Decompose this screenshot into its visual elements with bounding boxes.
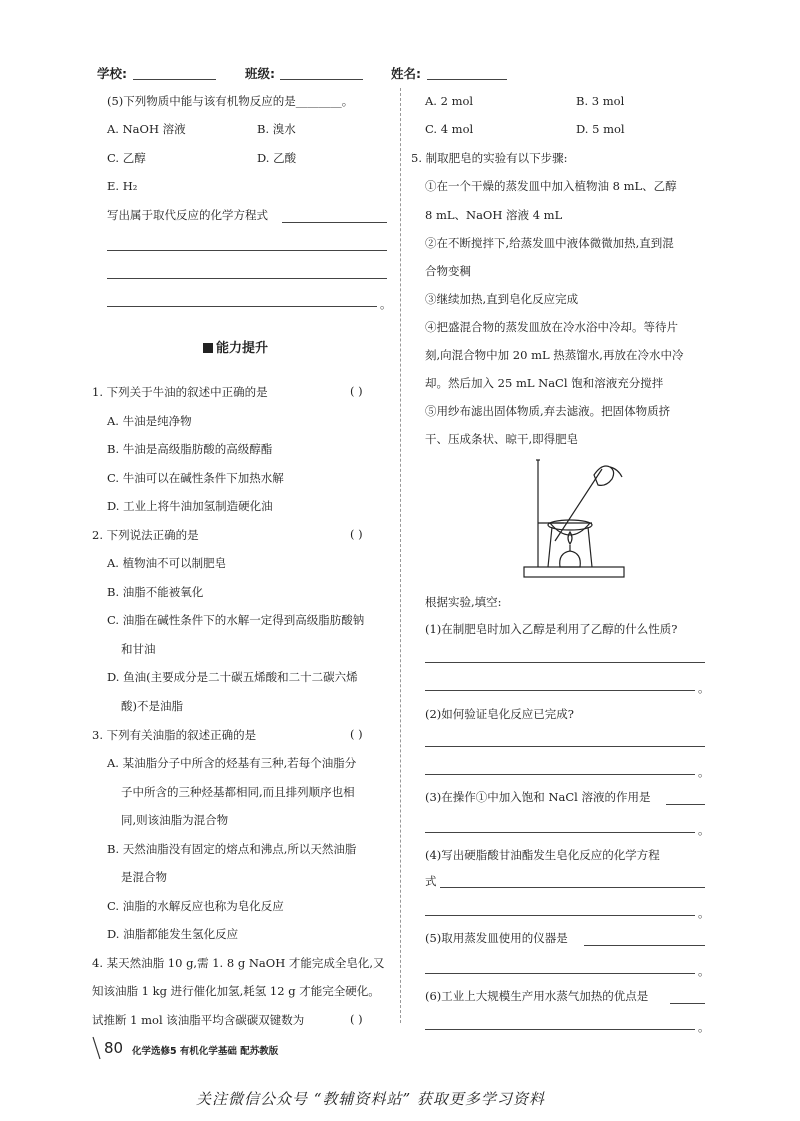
q1-option-c: C. 牛油可以在碱性条件下加热水解 — [107, 471, 284, 485]
q5-step1-cont: 8 mL、NaOH 溶液 4 mL — [425, 208, 563, 222]
q4-stem-line2: 知该油脂 1 kg 进行催化加氢,耗氢 12 g 才能完全硬化。 — [92, 984, 380, 998]
answer-line[interactable] — [107, 250, 387, 251]
tripod-leg — [548, 527, 552, 567]
q5-step4: ④把盛混合物的蒸发皿放在冷水浴中冷却。等待片 — [425, 320, 678, 334]
q5-step4-cont: 刻,向混合物中加 20 mL 热蒸馏水,再放在冷水中冷 — [425, 348, 684, 362]
school-field[interactable] — [133, 79, 216, 80]
answer-line[interactable] — [425, 662, 705, 663]
answer-line[interactable] — [670, 1003, 705, 1004]
q2-option-c-cont: 和甘油 — [121, 642, 156, 656]
q2-option-b: B. 油脂不能被氧化 — [107, 585, 204, 599]
part5-question: (5)取用蒸发皿使用的仪器是 — [425, 931, 568, 945]
answer-line[interactable] — [107, 278, 387, 279]
part2-question: (2)如何验证皂化反应已完成? — [425, 707, 574, 721]
tripod-leg — [588, 527, 592, 567]
q5-sub-stem: (5)下列物质中能与该有机物反应的是________。 — [107, 94, 354, 108]
q5-step2: ②在不断搅拌下,给蒸发皿中液体微微加热,直到混 — [425, 236, 674, 250]
answer-line[interactable] — [425, 746, 705, 747]
q3-option-c: C. 油脂的水解反应也称为皂化反应 — [107, 899, 284, 913]
answer-line[interactable] — [425, 774, 695, 775]
section-icon — [203, 343, 213, 353]
q5-option-d: D. 乙酸 — [257, 151, 297, 165]
q2-option-d-cont: 酸)不是油脂 — [121, 699, 183, 713]
q3-option-a-cont: 子中所含的三种烃基都相同,而且排列顺序也相 — [121, 785, 355, 799]
part4-question-cont: 式 — [425, 874, 437, 888]
q4-option-a: A. 2 mol — [425, 94, 474, 108]
q1-option-a: A. 牛油是纯净物 — [107, 414, 192, 428]
q2-stem: 2. 下列说法正确的是 — [92, 528, 199, 542]
bottom-note: 关注微信公众号 “教辅资料站” 获取更多学习资料 — [196, 1090, 545, 1108]
q2-answer-paren[interactable]: ( ) — [350, 527, 363, 541]
q1-option-b: B. 牛油是高级脂肪酸的高级醇酯 — [107, 442, 273, 456]
q3-option-a-cont2: 同,则该油脂为混合物 — [121, 813, 229, 827]
part4-question: (4)写出硬脂酸甘油酯发生皂化反应的化学方程 — [425, 848, 660, 862]
q3-option-b: B. 天然油脂没有固定的熔点和沸点,所以天然油脂 — [107, 842, 357, 856]
answer-line[interactable] — [107, 306, 377, 307]
name-field[interactable] — [427, 79, 507, 80]
evaporating-dish — [550, 523, 590, 535]
stand-base — [524, 567, 624, 577]
part6-question: (6)工业上大规模生产用水蒸气加热的优点是 — [425, 989, 649, 1003]
column-divider — [400, 88, 401, 1023]
period-mark: 。 — [698, 681, 710, 695]
q4-option-d: D. 5 mol — [576, 122, 625, 136]
q3-option-a: A. 某油脂分子中所含的烃基有三种,若每个油脂分 — [107, 756, 357, 770]
class-label: 班级: — [245, 66, 275, 81]
q2-option-d: D. 鱼油(主要成分是二十碳五烯酸和二十二碳六烯 — [107, 670, 358, 684]
answer-line[interactable] — [425, 973, 695, 974]
answer-line[interactable] — [666, 804, 705, 805]
q5-option-a: A. NaOH 溶液 — [107, 122, 186, 136]
answer-line[interactable] — [584, 945, 705, 946]
footer-slash-icon — [92, 1036, 102, 1060]
period-mark: 。 — [698, 1020, 710, 1034]
answer-line[interactable] — [425, 1029, 695, 1030]
q5-prompt: 写出属于取代反应的化学方程式 — [107, 208, 268, 222]
q1-stem: 1. 下列关于牛油的叙述中正确的是 — [92, 385, 268, 399]
answer-line[interactable] — [425, 832, 695, 833]
apparatus-illustration — [520, 455, 630, 580]
q4-option-b: B. 3 mol — [576, 94, 625, 108]
section-title: 能力提升 — [203, 337, 268, 356]
period-mark: 。 — [698, 964, 710, 978]
period-mark: 。 — [698, 906, 710, 920]
q3-option-d: D. 油脂都能发生氢化反应 — [107, 927, 239, 941]
q5-step2-cont: 合物变稠 — [425, 264, 471, 278]
q5-stem: 5. 制取肥皂的实验有以下步骤: — [411, 151, 568, 165]
q3-stem: 3. 下列有关油脂的叙述正确的是 — [92, 728, 257, 742]
book-title: 化学选修5 有机化学基础 配苏教版 — [132, 1046, 279, 1057]
period-mark: 。 — [698, 823, 710, 837]
q5-step5-cont: 干、压成条状、晾干,即得肥皂 — [425, 432, 579, 446]
q4-option-c: C. 4 mol — [425, 122, 474, 136]
q1-answer-paren[interactable]: ( ) — [350, 384, 363, 398]
q5-option-e: E. H₂ — [107, 179, 138, 193]
name-label: 姓名: — [391, 66, 421, 81]
q4-stem-line1: 4. 某天然油脂 10 g,需 1. 8 g NaOH 才能完成全皂化,又 — [92, 956, 385, 970]
q5-option-c: C. 乙醇 — [107, 151, 146, 165]
q5-step5: ⑤用纱布滤出固体物质,弃去滤液。把固体物质挤 — [425, 404, 671, 418]
answer-line[interactable] — [282, 222, 387, 223]
answer-line[interactable] — [425, 690, 695, 691]
flame-icon — [568, 532, 572, 544]
alcohol-lamp — [560, 551, 581, 567]
q5-step4-cont2: 却。然后加入 25 mL NaCl 饱和溶液充分搅拌 — [425, 376, 664, 390]
q4-stem-line3: 试推断 1 mol 该油脂平均含碳碳双键数为 — [92, 1013, 305, 1027]
page-number: 80 — [104, 1039, 124, 1057]
q3-answer-paren[interactable]: ( ) — [350, 727, 363, 741]
fill-prompt: 根据实验,填空: — [425, 595, 502, 609]
q4-answer-paren[interactable]: ( ) — [350, 1012, 363, 1026]
q3-option-b-cont: 是混合物 — [121, 870, 167, 884]
q1-option-d: D. 工业上将牛油加氢制造硬化油 — [107, 499, 273, 513]
q5-step1: ①在一个干燥的蒸发皿中加入植物油 8 mL、乙醇 — [425, 179, 677, 193]
answer-line[interactable] — [425, 915, 695, 916]
period-mark: 。 — [698, 765, 710, 779]
class-field[interactable] — [280, 79, 363, 80]
part1-question: (1)在制肥皂时加入乙醇是利用了乙醇的什么性质? — [425, 622, 678, 636]
q5-step3: ③继续加热,直到皂化反应完成 — [425, 292, 579, 306]
answer-line[interactable] — [440, 887, 705, 888]
q5-option-b: B. 溴水 — [257, 122, 296, 136]
part3-question: (3)在操作①中加入饱和 NaCl 溶液的作用是 — [425, 790, 651, 804]
period-mark: 。 — [380, 297, 392, 311]
school-label: 学校: — [97, 66, 127, 81]
q2-option-a: A. 植物油不可以制肥皂 — [107, 556, 227, 570]
q2-option-c: C. 油脂在碱性条件下的水解一定得到高级脂肪酸钠 — [107, 613, 365, 627]
